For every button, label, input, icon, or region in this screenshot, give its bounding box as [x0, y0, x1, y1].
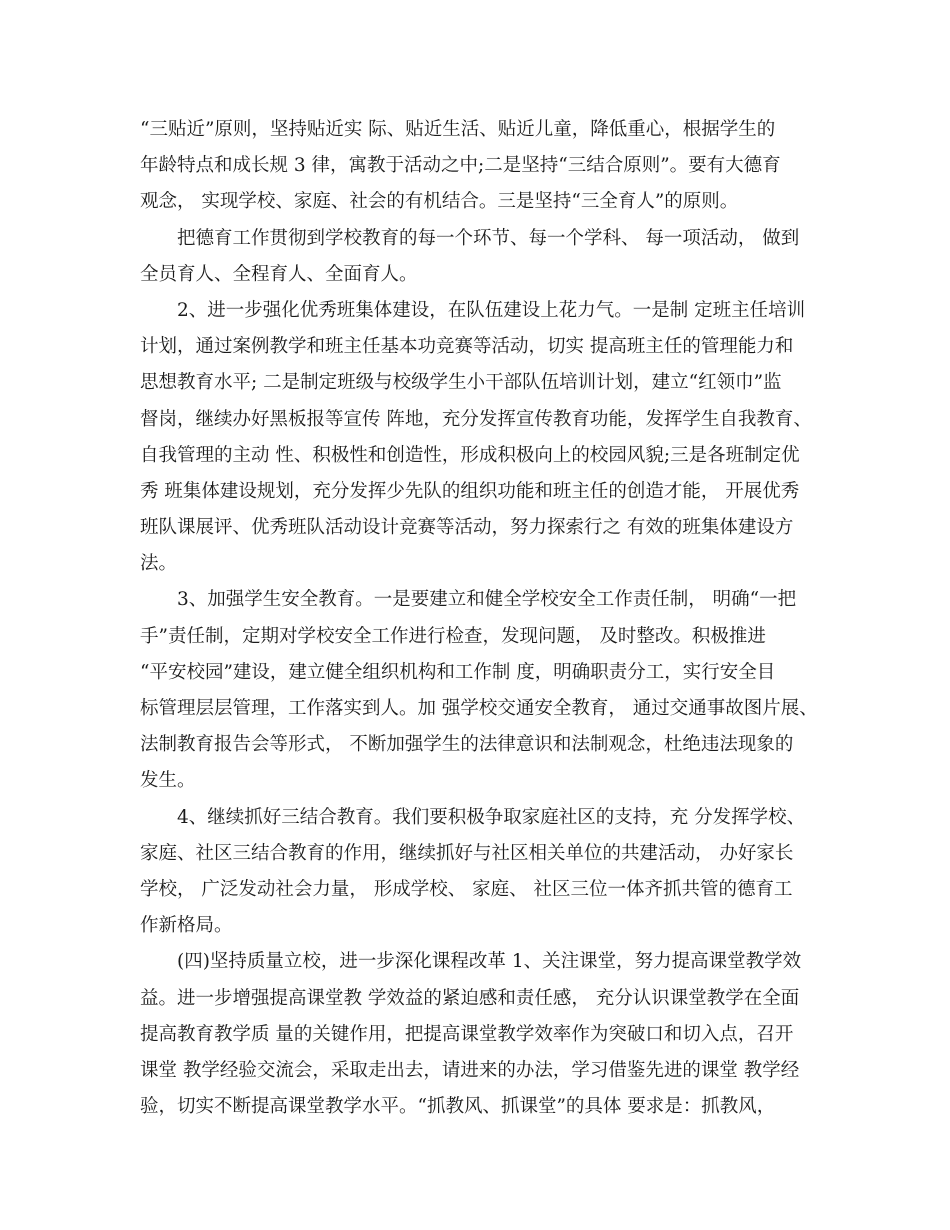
- text-line: 发生。: [140, 770, 196, 792]
- text-line: 课堂 教学经验交流会，采取走出去，请进来的办法，学习借鉴先进的课堂 教学经: [140, 1059, 800, 1081]
- text-line: 法制教育报告会等形式， 不断加强学生的法律意识和法制观念，杜绝违法现象的: [140, 734, 794, 756]
- text-line: 秀 班集体建设规划，充分发挥少先队的组织功能和班主任的创造才能， 开展优秀: [140, 480, 800, 502]
- text-line: 年龄特点和成长规 3 律，寓教于活动之中;二是坚持“三结合原则”。要有大德育: [140, 155, 781, 177]
- text-line: “三贴近”原则，坚持贴近实 际、贴近生活、贴近儿童，降低重心，根据学生的: [140, 119, 776, 140]
- paragraph-three-principles: [140, 112, 830, 221]
- paragraph-safety-education: [140, 582, 830, 799]
- paragraph-moral-education: [140, 221, 830, 293]
- paragraph-class-building: [140, 293, 830, 583]
- text-line: 全员育人、全程育人、全面育人。: [140, 263, 418, 285]
- text-line: 手”责任制，定期对学校安全工作进行检查，发现问题， 及时整改。积极推进: [140, 625, 766, 647]
- text-line: 提高教育教学质 量的关键作用，把提高课堂教学效率作为突破口和切入点，召开: [140, 1023, 794, 1045]
- text-line: 观念， 实现学校、家庭、社会的有机结合。三是坚持“三全育人”的原则。: [140, 191, 739, 213]
- text-line: 作新格局。: [140, 915, 233, 937]
- text-line: 4、继续抓好三结合教育。我们要积极争取家庭社区的支持，充 分发挥学校、: [177, 806, 806, 828]
- text-line: 思想教育水平; 二是制定班级与校级学生小干部队伍培训计划，建立“红领巾”监: [140, 372, 782, 394]
- text-line: 2、进一步强化优秀班集体建设，在队伍建设上花力气。一是制 定班主任培训: [177, 299, 806, 321]
- text-line: 益。进一步增强提高课堂教 学效益的紧迫感和责任感， 充分认识课堂教学在全面: [140, 987, 800, 1009]
- text-line: 自我管理的主动 性、积极性和创造性，形成积极向上的校园风貌;三是各班制定优: [140, 444, 800, 466]
- text-line: 计划，通过案例教学和班主任基本功竞赛等活动，切实 提高班主任的管理能力和: [140, 336, 794, 358]
- paragraph-three-combination: [140, 800, 830, 945]
- text-line: (四)坚持质量立校，进一步深化课程改革 1、关注课堂，努力提高课堂教学效: [177, 951, 802, 973]
- text-line: 把德育工作贯彻到学校教育的每一个环节、每一个学科、 每一项活动， 做到: [177, 227, 800, 249]
- text-line: 验，切实不断提高课堂教学水平。“抓教风、抓课堂”的具体 要求是：抓教风，: [140, 1096, 776, 1118]
- paragraph-quality-school: [140, 944, 830, 1125]
- document-body: [140, 112, 830, 1125]
- text-line: 3、加强学生安全教育。一是要建立和健全学校安全工作责任制， 明确“一把: [177, 589, 797, 611]
- text-line: 法。: [140, 553, 178, 575]
- text-line: 家庭、社区三结合教育的作用，继续抓好与社区相关单位的共建活动， 办好家长: [140, 842, 794, 864]
- text-line: 督岗，继续办好黑板报等宣传 阵地，充分发挥宣传教育功能，发挥学生自我教育、: [140, 408, 812, 430]
- text-line: “平安校园”建设，建立健全组织机构和工作制 度，明确职责分工，实行安全目: [140, 661, 776, 683]
- text-line: 学校， 广泛发动社会力量， 形成学校、 家庭、 社区三位一体齐抓共管的德育工: [140, 878, 793, 900]
- text-line: 班队课展评、优秀班队活动设计竞赛等活动，努力探索行之 有效的班集体建设方: [140, 517, 794, 539]
- text-line: 标管理层层管理，工作落实到人。加 强学校交通安全教育， 通过交通事故图片展、: [140, 698, 818, 719]
